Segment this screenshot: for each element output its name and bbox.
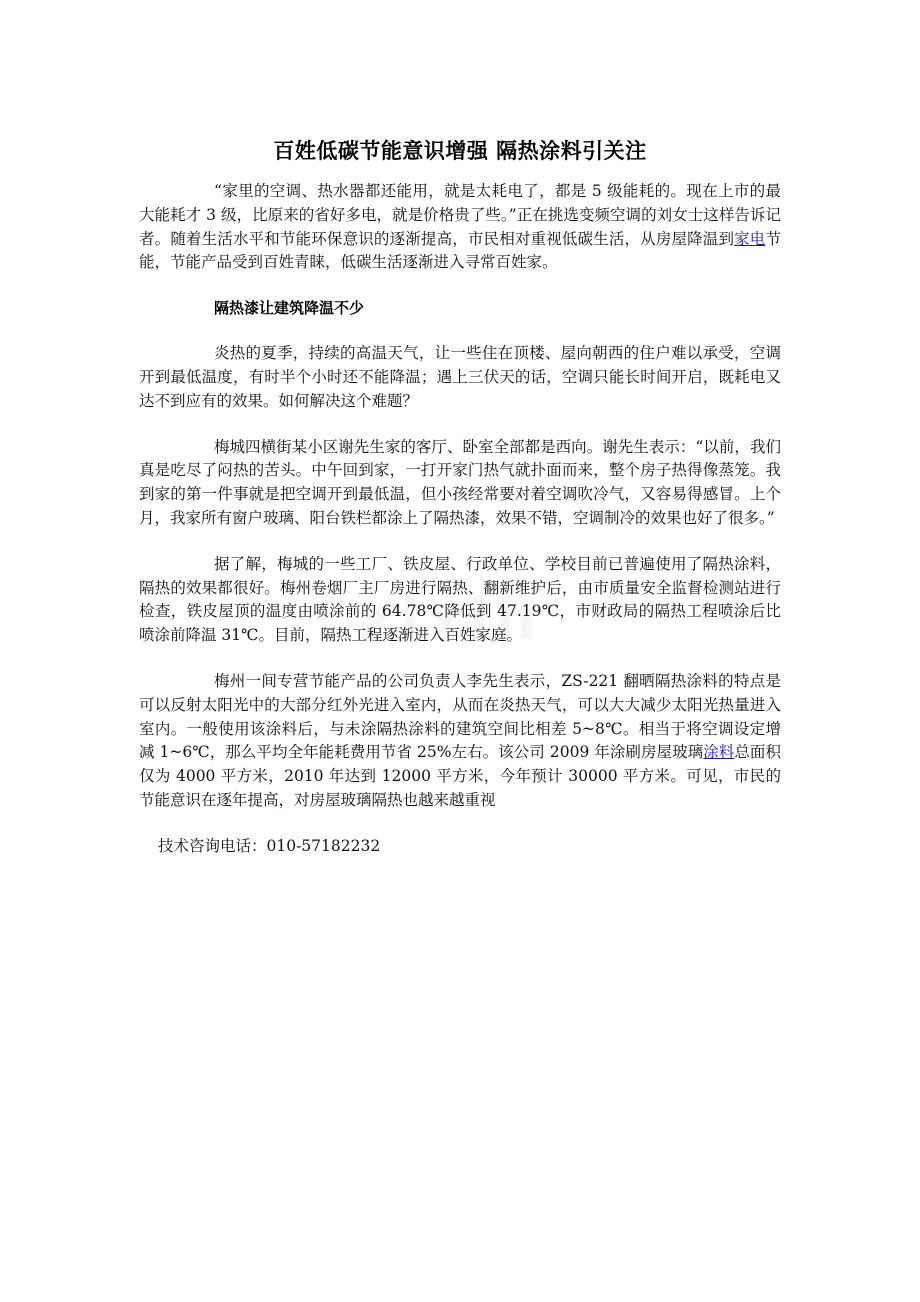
section-subheading: 隔热漆让建筑降温不少: [214, 299, 365, 318]
contact-phone: 技术咨询电话：010-57182232: [158, 836, 381, 855]
intro-text-start: “家里的空调、热水器都还能用，就是太耗电了，都是 5 级能耗的。现在上市的最大能耗才 3 级，比原来的省好多电，就是价格贵了些。”正在挑选变频空调的刘女士这样告诉记者。随着生活水平和节能环保意识的逐渐提高，市民相对重视低碳生活，从房屋降温到: [139, 182, 781, 248]
article-body: [139, 180, 781, 858]
spacer: [139, 414, 781, 436]
article-title: 百姓低碳节能意识增强 隔热涂料引关注: [273, 139, 647, 164]
paragraph-summer-heat: 炎热的夏季，持续的高温天气，让一些住在顶楼、屋向朝西的住户难以承受，空调开到最低温度，有时半个小时还不能降温；遇上三伏天的话，空调只能长时间开启，既耗电又达不到应有的效果。如何解决这个难题？: [139, 344, 781, 410]
spacer: [139, 813, 781, 835]
appliance-link[interactable]: 家电: [734, 229, 766, 248]
spacer: [139, 275, 781, 297]
company-text-end: 总面积仅为 4000 平方米，2010 年达到 12000 平方米，今年预计 30000 平方米。可见，市民的节能意识在逐年提高，对房屋玻璃隔热也越来越重视: [139, 743, 781, 809]
spacer: [139, 648, 781, 670]
paragraph-company: [139, 670, 781, 813]
spacer: [139, 531, 781, 553]
paragraph-xie-quote: 梅城四横街某小区谢先生家的客厅、卧室全部都是西向。谢先生表示：“以前，我们真是吃尽了闷热的苦头。中午回到家，一打开家门热气就扑面而来，整个房子热得像蒸笼。我到家的第一件事就是把空调开到最低温，但小孩经常要对着空调吹冷气，又容易得感冒。上个月，我家所有窗户玻璃、阳台铁栏都涂上了隔热漆，效果不错，空调制冷的效果也好了很多。”: [139, 437, 781, 527]
intro-paragraph: [139, 180, 781, 275]
paragraph-usage-stats: 据了解，梅城的一些工厂、铁皮屋、行政单位、学校目前已普遍使用了隔热涂料，隔热的效果都很好。梅州卷烟厂主厂房进行隔热、翻新维护后，由市质量安全监督检测站进行检查，铁皮屋顶的温度由喷涂前的 64.78℃降低到 47.19℃，市财政局的隔热工程喷涂后比喷涂前降温 31℃。目前，隔热工程逐渐进入百姓家庭。: [139, 554, 781, 645]
spacer: [139, 320, 781, 342]
coating-link[interactable]: 涂料: [703, 743, 735, 762]
company-text-start: 梅州一间专营节能产品的公司负责人李先生表示，ZS-221 翻晒隔热涂料的特点是可以反射太阳光中的大部分红外光进入室内，从而在炎热天气，可以大大减少太阳光热量进入室内。一般使用该涂料后，与未涂隔热涂料的建筑空间比相差 5~8℃。相当于将空调设定增减 1~6℃，那么平均全年能耗费用节省 25%左右。该公司 2009 年涂刷房屋玻璃: [139, 671, 781, 762]
intro-text-end: 节能，节能产品受到百姓青睐，低碳生活逐渐进入寻常百姓家。: [139, 229, 781, 272]
